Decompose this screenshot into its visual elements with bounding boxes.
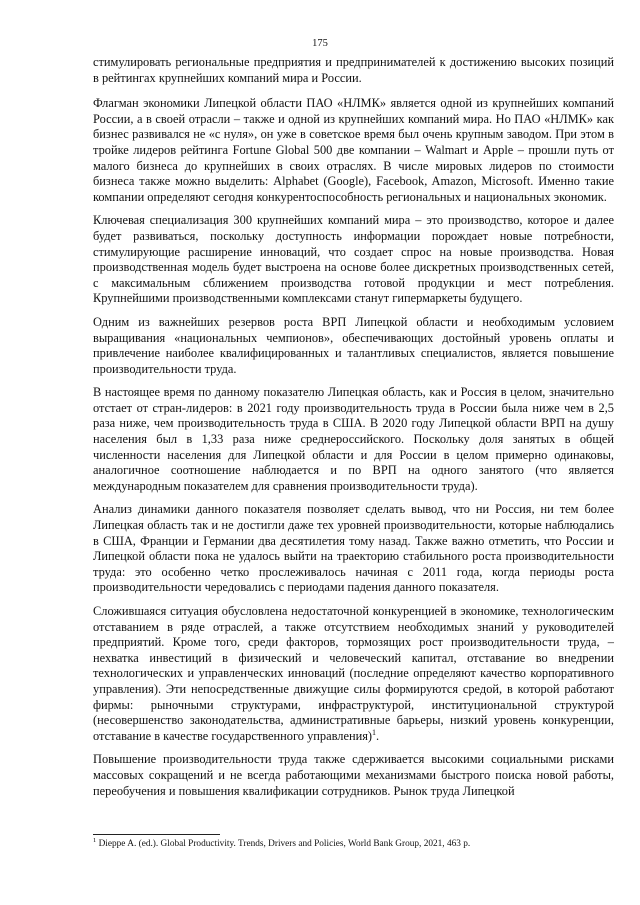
paragraph-8: Повышение производительности труда также сдерживается высокими социальными рисками массовых сокращений и не всегда работающими механизмами быстрого поиска новой работы, переобучения и повышения квалификации сотрудников. Рынок труда Липецкой <box>93 752 614 798</box>
paragraph-5: В настоящее время по данному показателю Липецкая область, как и Россия в целом, значительно отстает от стран-лидеров: в 2021 году производительность труда в России была ниже чем в 2,5 раза ниже, чем производительность труда в США. В 2020 году Липецкой области ВРП на душу населения был в 1,33 раза ниже среднероссийского. Поскольку доля занятых в общей численности населения для Липецкой области и для России в целом примерно одинаковы, аналогичное соотношение наблюдается и по ВРП на одного занятого (что является международным показателем для сравнения производительности труда). <box>93 385 614 493</box>
paragraph-7-text: Сложившаяся ситуация обусловлена недостаточной конкуренцией в экономике, технологическим отставанием в ряде отраслей, а также отсутствием необходимых знаний у руководителей предприятий. Кроме того, среди факторов, тормозящих рост производительности труда, – нехватка инвестиций в физический и человеческий капитал, отставание во внедрении технологических и управленческих инноваций (последние определяют качество корпоративного управления). Эти непосредственные движущие силы формируются средой, в которой работают фирмы: рыночными структурами, инфраструктурой, институциональной структурой (несовершенство законодательства, административные барьеры, низкий уровень конкуренции, отставание в качестве государственного управления) <box>93 604 614 743</box>
footnote-divider <box>93 834 220 835</box>
footnote <box>93 836 614 850</box>
footnote-text: Dieppe A. (ed.). Global Productivity. Trends, Drivers and Policies, World Bank Group, 2021, 463 p. <box>96 839 471 849</box>
paragraph-6: Анализ динамики данного показателя позволяет сделать вывод, что ни Россия, ни тем более Липецкая область так и не достигли даже тех уровней производительности, которые наблюдались в США, Франции и Германии два десятилетия тому назад. Также важно отметить, что России и Липецкой области пока не удалось выйти на траекторию стабильного роста производительности труда: это особенно четко прослеживалось начиная с 2011 года, когда периоды роста производительности чередовались с периодами падения данного показателя. <box>93 502 614 595</box>
footnote-reference[interactable]: 1 <box>372 727 377 737</box>
paragraph-7: Сложившаяся ситуация обусловлена недостаточной конкуренцией в экономике, технологическим отставанием в ряде отраслей, а также отсутствием необходимых знаний у руководителей предприятий. Кроме того, среди факторов, тормозящих рост производительности труда, – нехватка инвестиций в физический и человеческий капитал, отставание во внедрении технологических и управленческих инноваций (последние определяют качество корпоративного управления). Эти непосредственные движущие силы формируются средой, в которой работают фирмы: рыночными структурами, инфраструктурой, институциональной структурой (несовершенство законодательства, административные барьеры, низкий уровень конкуренции, отставание в качестве государственного управления)$^1$. <box>93 604 614 743</box>
body-text <box>93 55 614 807</box>
paragraph-1: стимулировать региональные предприятия и предпринимателей к достижению высоких позиций в рейтингах крупнейших компаний мира и России. <box>93 55 614 85</box>
paragraph-2: Флагман экономики Липецкой области ПАО «НЛМК» является одной из крупнейших компаний России, а в своей отрасли – также и одной из крупнейших компаний мира. Но ПАО «НЛМК» как бизнес развивался не «с нуля», он уже в советское время был очень крупным заводом. При этом в тройке лидеров рейтинга Fortune Global 500 две компании – Walmart и Apple – прошли путь от малого бизнеса до крупнейших в своих отраслях. В числе мировых лидеров по стоимости бизнеса также можно выделить: Alphabet (Google), Facebook, Amazon, Microsoft. Именно такие компании определяют сегодня конкурентоспособность региональных и национальных экономик. <box>93 96 614 204</box>
footnote-marker: 1 <box>93 836 97 844</box>
paragraph-3: Ключевая специализация 300 крупнейших компаний мира – это производство, которое и далее будет развиваться, поскольку доступность информации порождает новые потребности, стимулирующие расширение инноваций, что создает спрос на новые производства. Новая производственная модель будет выстроена на основе более дискретных производственных сетей, с максимальным сближением производства готовой продукции и мест потребления. Крупнейшими производственными комплексами станут гипермаркеты будущего. <box>93 213 614 306</box>
paragraph-4: Одним из важнейших резервов роста ВРП Липецкой области и необходимым условием выращивания «национальных чемпионов», обеспечивающих достойный уровень оплаты и привлечение наиболее квалифицированных и талантливых специалистов, является повышение производительности труда. <box>93 314 614 376</box>
page-number: 175 <box>312 38 328 49</box>
